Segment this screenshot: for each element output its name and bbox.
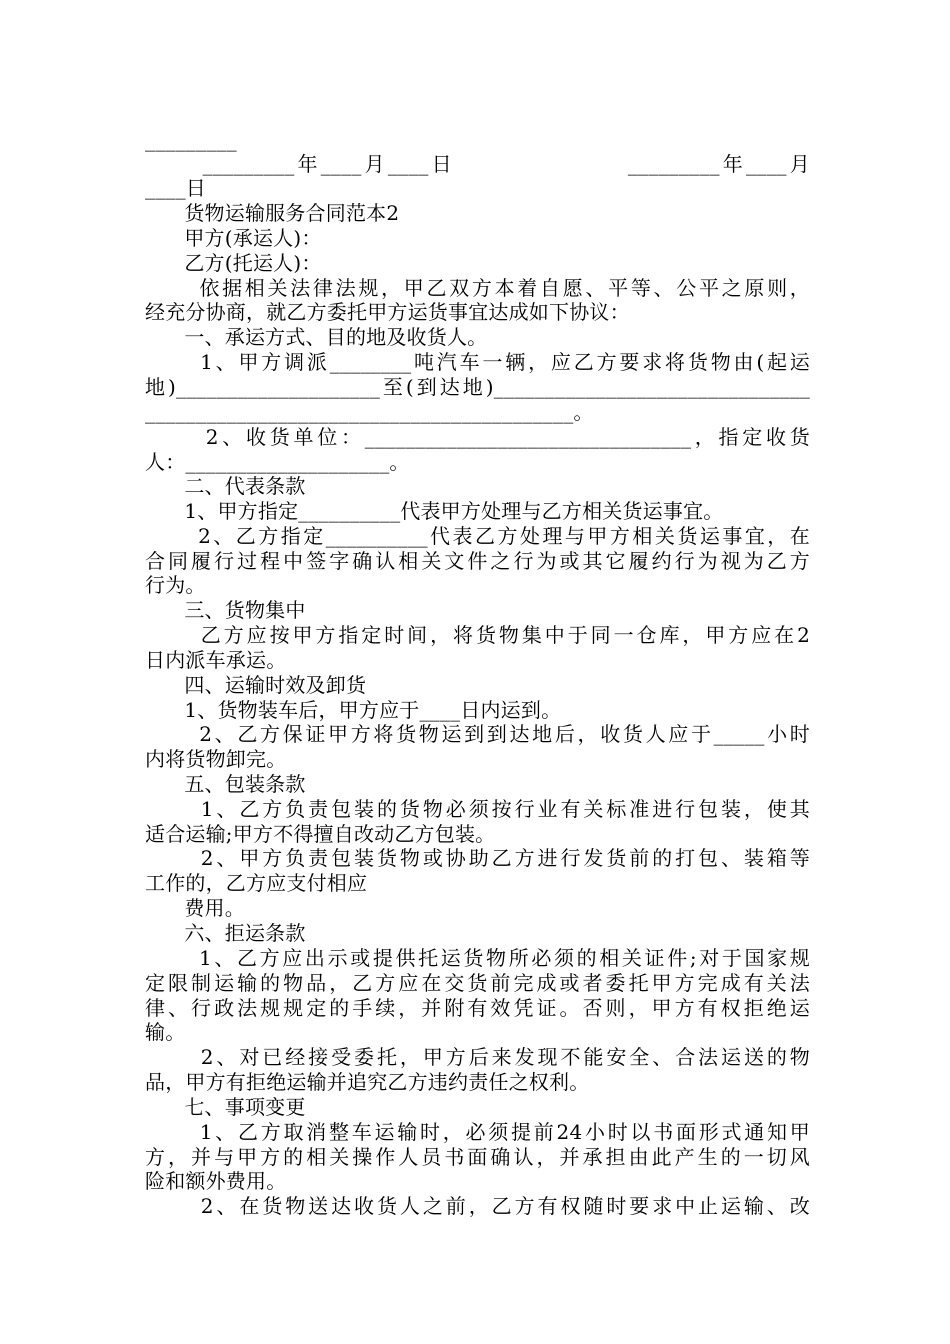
clause-line: __________________________________________。 — [145, 400, 594, 424]
clause-line: 1、甲方指定__________代表甲方处理与乙方相关货运事宜。 — [145, 499, 724, 523]
preamble-line: 依据相关法律法规，甲乙双方本着自愿、平等、公平之原则， — [145, 276, 810, 300]
signature-date-line: _________年____月____日 _________年____月 — [145, 152, 810, 176]
clause-line: 品，甲方有拒绝运输并追究乙方违约责任之权利。 — [145, 1070, 590, 1094]
clause-line: 1、乙方取消整车运输时，必须提前24小时以书面形式通知甲 — [145, 1120, 810, 1144]
preamble-line: 经充分协商，就乙方委托甲方运货事宜达成如下协议： — [145, 300, 630, 324]
clause-line: 2、收货单位：________________________________，指定收货 — [145, 425, 810, 449]
section-heading: 七、事项变更 — [145, 1095, 306, 1119]
party-b-label: 乙方(托运人)： — [145, 251, 322, 275]
clause-line: 律、行政法规规定的手续，并附有效凭证。否则，甲方有权拒绝运 — [145, 996, 810, 1020]
clause-line: 输。 — [145, 1020, 186, 1044]
section-heading: 二、代表条款 — [145, 474, 306, 498]
clause-line: 内将货物卸完。 — [145, 747, 287, 771]
clause-line: 1、乙方应出示或提供托运货物所必须的相关证件;对于国家规 — [145, 946, 810, 970]
clause-line: 2、对已经接受委托，甲方后来发现不能安全、合法运送的物 — [145, 1045, 810, 1069]
clause-line: 工作的，乙方应支付相应 — [145, 871, 368, 895]
signature-blank-line: _________ — [145, 128, 237, 152]
clause-line: 2、在货物送达收货人之前，乙方有权随时要求中止运输、改 — [145, 1194, 810, 1218]
clause-line: 2、甲方负责包装货物或协助乙方进行发货前的打包、装箱等 — [145, 846, 810, 870]
section-heading: 六、拒运条款 — [145, 921, 306, 945]
clause-line: 人：____________________。 — [145, 450, 410, 474]
section-heading: 三、货物集中 — [145, 598, 306, 622]
clause-line: 日内派车承运。 — [145, 648, 287, 672]
clause-line: 行为。 — [145, 573, 206, 597]
clause-line: 1、甲方调派________吨汽车一辆，应乙方要求将货物由(起运 — [145, 350, 810, 374]
section-heading: 一、承运方式、目的地及收货人。 — [145, 325, 488, 349]
clause-line: 地)____________________至(到达地)_______________________________ — [145, 375, 810, 399]
section-heading: 五、包装条款 — [145, 772, 306, 796]
contract-title: 货物运输服务合同范本2 — [145, 201, 400, 225]
clause-line: 险和额外费用。 — [145, 1169, 287, 1193]
clause-line: 适合运输;甲方不得擅自改动乙方包装。 — [145, 822, 496, 846]
party-a-label: 甲方(承运人)： — [145, 226, 322, 250]
clause-line: 2、乙方保证甲方将货物运到到达地后，收货人应于_____小时 — [145, 722, 810, 746]
clause-line: 合同履行过程中签字确认相关文件之行为或其它履约行为视为乙方 — [145, 549, 810, 573]
clause-line: 方，并与甲方的相关操作人员书面确认，并承担由此产生的一切风 — [145, 1145, 810, 1169]
section-heading: 四、运输时效及卸货 — [145, 673, 367, 697]
clause-line: 1、乙方负责包装的货物必须按行业有关标准进行包装，使其 — [145, 797, 810, 821]
clause-line: 费用。 — [145, 896, 245, 920]
clause-line: 2、乙方指定__________代表乙方处理与甲方相关货运事宜，在 — [145, 524, 810, 548]
clause-line: 1、货物装车后，甲方应于____日内运到。 — [145, 698, 562, 722]
signature-date-line-end: ____日 — [145, 176, 206, 200]
clause-line: 乙方应按甲方指定时间，将货物集中于同一仓库，甲方应在2 — [145, 623, 810, 647]
clause-line: 定限制运输的物品，乙方应在交货前完成或者委托甲方完成有关法 — [145, 971, 810, 995]
